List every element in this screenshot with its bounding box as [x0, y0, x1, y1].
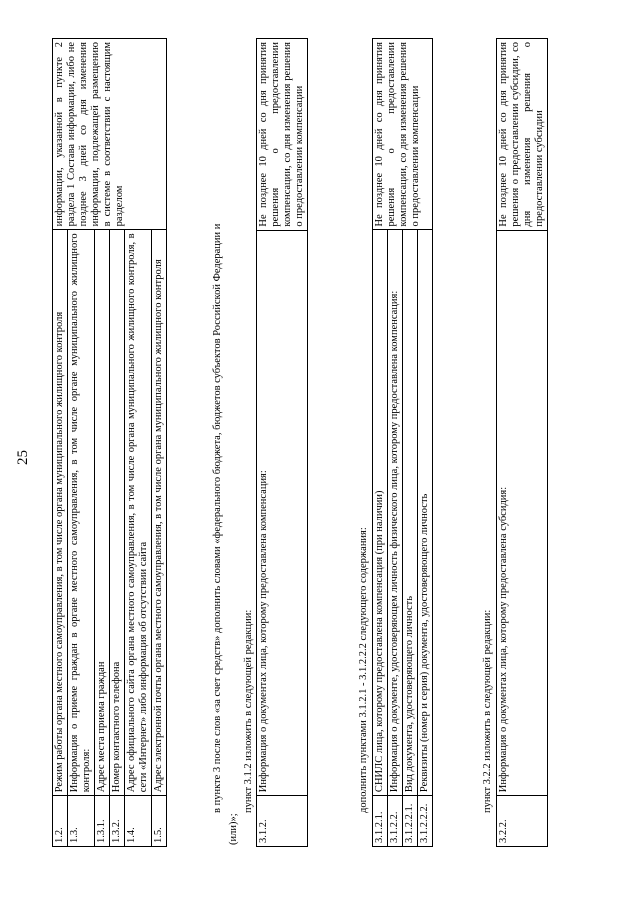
row-text: Информация о документах лица, которому предоставлена субсидия: — [497, 230, 548, 796]
page-number: 25 — [15, 450, 31, 465]
table-row — [53, 39, 68, 847]
row-text: Информация о документах лица, которому предоставлена компенсация: — [257, 230, 308, 796]
table-contact-info — [52, 38, 167, 847]
amendment-paragraph-continuation: (или)»; — [228, 813, 239, 845]
row-number: 1.3.1. — [95, 796, 110, 847]
row-text: Адрес электронной почты органа местного самоуправления, в том числе органа муниципального жилищного контроля — [152, 230, 167, 796]
table-row — [497, 39, 548, 847]
row-number: 1.4. — [125, 796, 152, 847]
row-text: Вид документа, удостоверяющего личность — [403, 230, 418, 796]
row-text: Режим работы органа местного самоуправления, в том числе органа муниципального жилищного контроля — [53, 230, 68, 796]
row-text: Адрес места приема граждан — [95, 230, 110, 796]
deadline-note: Не позднее 10 дней со дня принятия решения о предоставлении субсидии, со дня изменения решения о предоставлении субсидии — [497, 39, 548, 231]
row-text: СНИЛС лица, которому предоставлена компенсация (при наличии) — [373, 230, 388, 796]
amendment-paragraph: пункт 3.1.2 изложить в следующей редакции: — [243, 609, 254, 813]
row-text: Реквизиты (номер и серия) документа, удостоверяющего личность — [418, 230, 433, 796]
row-text: Адрес официального сайта органа местного самоуправления, в том числе органа муниципального жилищного контроля, в сети «Интернет» либо информация об отсутствии сайта — [125, 230, 152, 796]
table-row — [373, 39, 388, 847]
row-number: 1.3.2. — [110, 796, 125, 847]
row-number: 3.1.2.1. — [373, 796, 388, 847]
row-text: Информация о документе, удостоверяющем личность физического лица, которому предоставлена компенсация: — [388, 230, 403, 796]
table-subsidy-documents — [496, 38, 548, 847]
row-number: 3.1.2. — [257, 796, 308, 847]
table-compensation-documents — [256, 38, 308, 847]
row-text: Информация о приеме граждан в органе местного самоуправления, в том числе органе муниципального жилищного контроля: — [68, 230, 95, 796]
row-number: 1.3. — [68, 796, 95, 847]
row-text: Номер контактного телефона — [110, 230, 125, 796]
row-number: 1.5. — [152, 796, 167, 847]
amendment-paragraph: в пункте 3 после слов «за счет средств» дополнить словами «федерального бюджета, бюджетов субъектов Российской Федерации и — [212, 223, 223, 813]
deadline-note: информации, указанной в пункте 2 раздела 1 Состава информации, либо не позднее 3 дней со дня изменения информации, подлежащей размещению в системе в соответствии с настоящим разделом — [53, 39, 167, 230]
table-row — [257, 39, 308, 847]
row-number: 3.1.2.2.1. — [403, 796, 418, 847]
row-number: 1.2. — [53, 796, 68, 847]
row-number: 3.1.2.2. — [388, 796, 403, 847]
deadline-note: Не позднее 10 дней со дня принятия решения о предоставлении компенсации, со дня изменения решения о предоставлении компенсации — [373, 39, 433, 231]
row-number: 3.1.2.2.2. — [418, 796, 433, 847]
amendment-paragraph: пункт 3.2.2 изложить в следующей редакции: — [482, 609, 493, 813]
amendment-paragraph: дополнить пунктами 3.1.2.1 - 3.1.2.2.2 следующего содержания: — [358, 527, 369, 813]
table-compensation-details — [372, 38, 433, 847]
row-number: 3.2.2. — [497, 796, 548, 847]
deadline-note: Не позднее 10 дней со дня принятия решения о предоставлении компенсации, со дня изменения решения о предоставлении компенсации — [257, 39, 308, 231]
